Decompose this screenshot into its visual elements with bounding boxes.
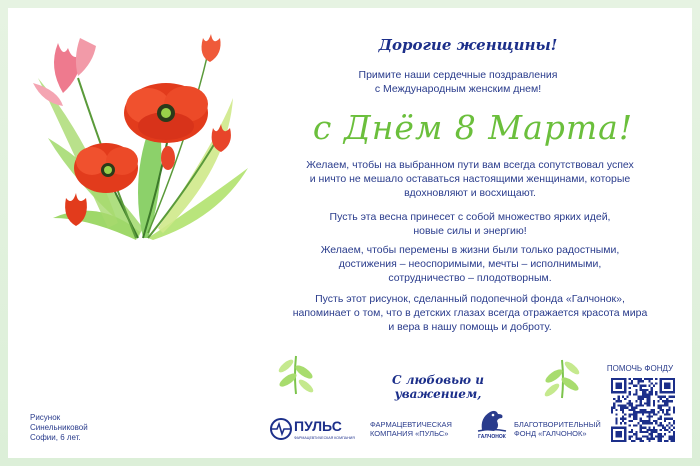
puls-logo [270,416,370,442]
wish-paragraph-3: Желаем, чтобы перемены в жизни были только радостными, достижения – неоспоримыми, мечты – исполнимыми, сотрудничество – плодотворным. [320,244,620,284]
leaf-sprig-left-icon [270,350,322,396]
flower-bouquet-illustration [18,18,258,248]
help-fund-label: ПОМОЧЬ ФОНДУ [606,364,674,373]
greeting-heading: Дорогие женщины! [378,36,558,54]
wish-paragraph-2: Пусть эта весна принесет с собой множество ярких идей, новые силы и энергию! [329,211,611,237]
svg-text:ФАРМАЦЕВТИЧЕСКАЯ КОМПАНИЯ: ФАРМАЦЕВТИЧЕСКАЯ КОМПАНИЯ [294,436,355,440]
puls-description: ФАРМАЦЕВТИЧЕСКАЯ КОМПАНИЯ «ПУЛЬС» [370,420,452,438]
wish-paragraph-1: Желаем, чтобы на выбранном пути вам всегда сопутствовал успех и ничто не мешало оставаться настоящими женщинами, которые вдохновляют и восхищают. [306,159,634,199]
svg-text:ПУЛЬС: ПУЛЬС [294,418,342,434]
greeting-card [8,8,692,458]
svg-text:ГАЛЧОНОК: ГАЛЧОНОК [478,434,506,440]
intro-text: Примите наши сердечные поздравления с Международным женским днем! [358,69,558,95]
wish-paragraph-4: Пусть этот рисунок, сделанный подопечной фонда «Галчонок», напоминает о том, что в детских глазах всегда отражается красота мира и вера в нашу помощь и доброту. [292,293,648,333]
galchonok-logo [474,404,510,440]
closing-signature: С любовью и уважением, [392,373,484,401]
galchonok-description: БЛАГОТВОРИТЕЛЬНЫЙ ФОНД «ГАЛЧОНОК» [514,420,601,438]
donate-qr-code[interactable] [611,378,675,442]
drawing-caption: Рисунок Синельниковой Софии, 6 лет. [30,413,88,442]
leaf-sprig-right-icon [536,354,588,400]
march-8-headline: с Днём 8 Марта! [312,108,634,147]
